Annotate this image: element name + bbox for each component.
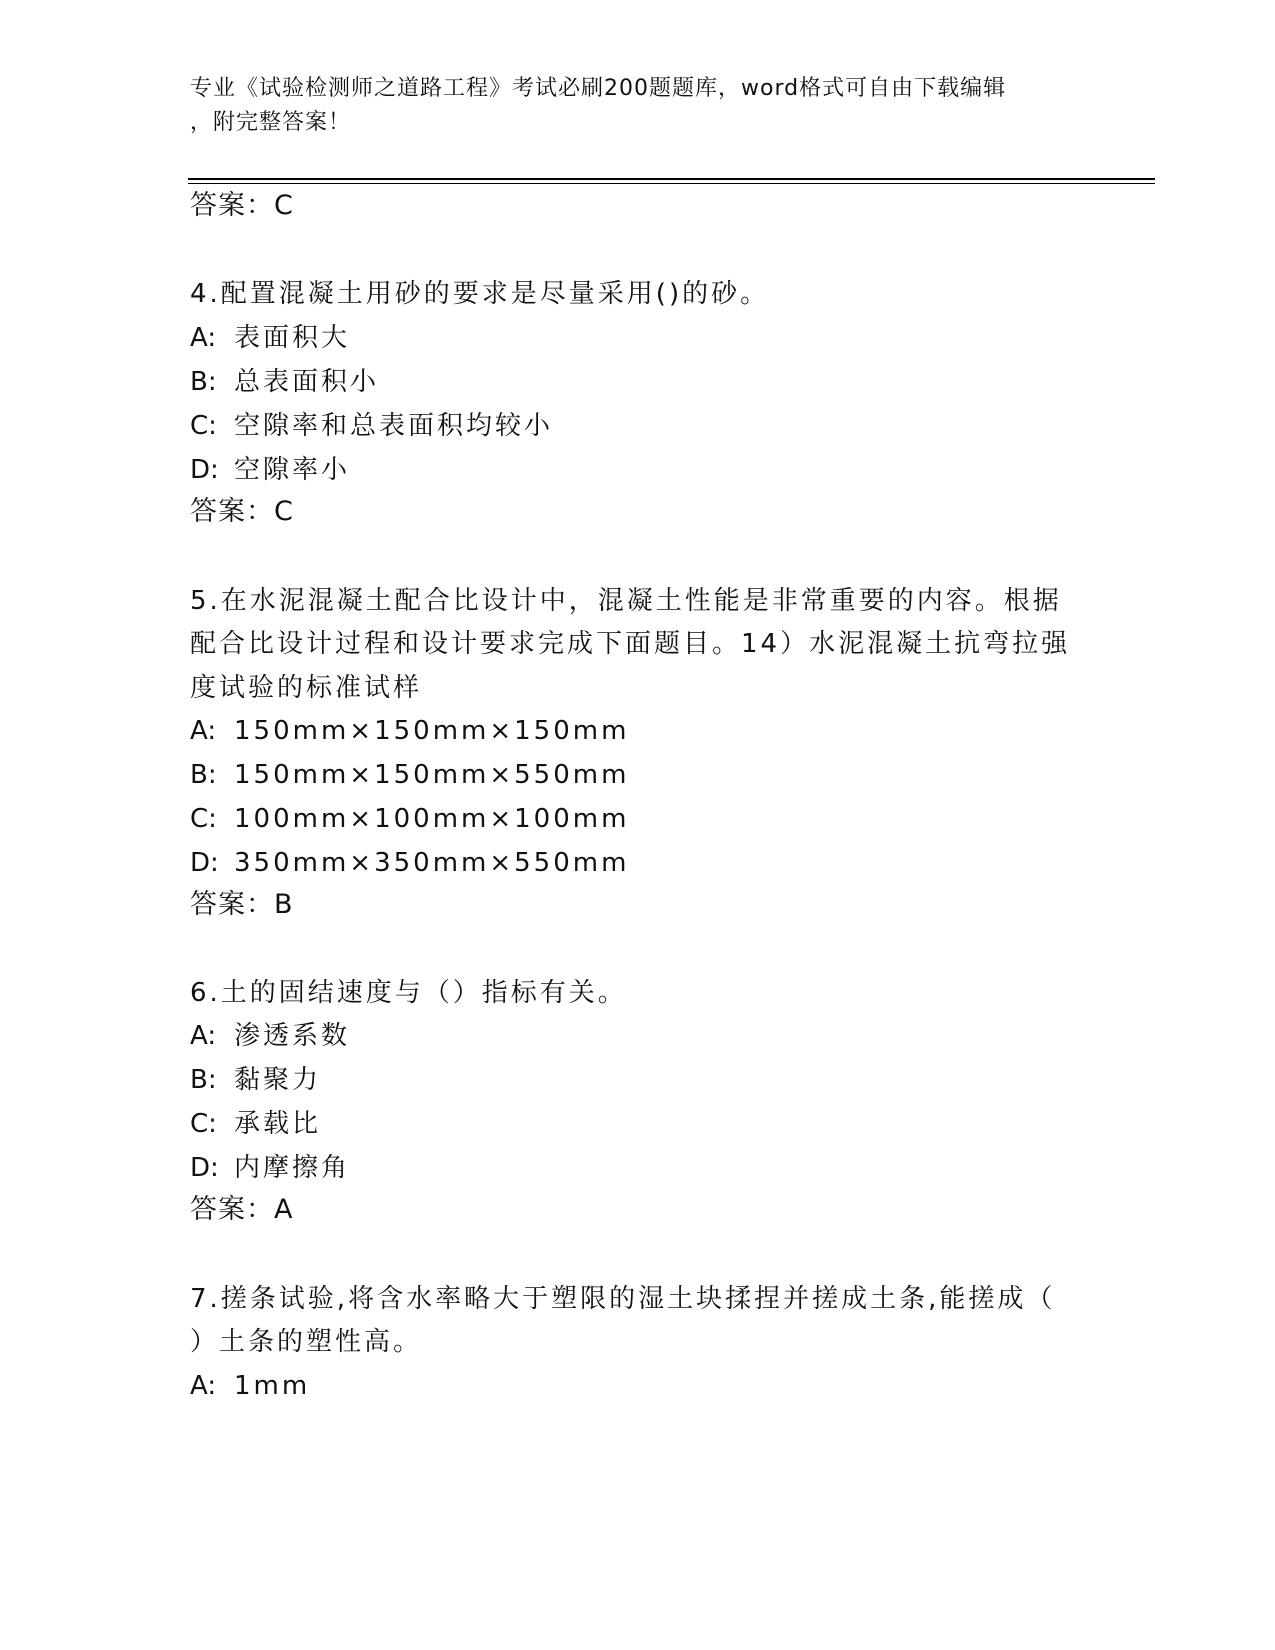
option-text: 总表面积小 — [234, 367, 380, 397]
question-6-stem: 6.土的固结速度与（）指标有关。 — [190, 978, 627, 1008]
option-text: 空隙率和总表面积均较小 — [234, 411, 554, 441]
question-6-option-d — [190, 1152, 350, 1184]
answer-q6: 答案：A — [190, 1194, 294, 1225]
question-5-option-c — [190, 803, 629, 835]
option-text: 表面积大 — [234, 323, 351, 353]
option-key: D: — [190, 1153, 219, 1183]
question-7-stem-line-2: ）土条的塑性高。 — [190, 1327, 423, 1357]
question-7-stem-line-1: 7.搓条试验,将含水率略大于塑限的湿土块揉捏并搓成土条,能搓成（ — [190, 1284, 1056, 1314]
question-5-stem-line-3: 度试验的标准试样 — [190, 673, 423, 703]
question-5-stem-line-1: 5.在水泥混凝土配合比设计中，混凝土性能是非常重要的内容。根据 — [190, 586, 1062, 616]
option-key: D: — [190, 455, 219, 485]
option-text: 空隙率小 — [234, 455, 351, 485]
option-key: A: — [190, 1021, 217, 1051]
question-4-stem: 4.配置混凝土用砂的要求是尽量采用()的砂。 — [190, 279, 770, 309]
header-rule-thin — [188, 183, 1155, 184]
answer-q4: 答案：C — [190, 496, 294, 527]
option-key: C: — [190, 804, 217, 834]
question-5-option-d — [190, 847, 629, 879]
question-6-option-a — [190, 1020, 350, 1052]
option-key: C: — [190, 411, 217, 441]
option-key: A: — [190, 323, 217, 353]
question-5-option-b — [190, 759, 629, 791]
question-4-option-c — [190, 410, 553, 442]
question-4-option-d — [190, 454, 350, 486]
option-text: 渗透系数 — [234, 1021, 351, 1051]
option-text: 内摩擦角 — [234, 1153, 351, 1183]
option-text: 150mm×150mm×150mm — [234, 716, 630, 746]
option-text: 150mm×150mm×550mm — [234, 760, 630, 790]
header-line-2: ，附完整答案！ — [190, 110, 352, 135]
option-text: 黏聚力 — [234, 1065, 322, 1095]
question-5-option-a — [190, 715, 629, 747]
page-header — [190, 72, 1090, 140]
option-key: B: — [190, 760, 217, 790]
option-key: B: — [190, 1065, 217, 1095]
option-key: D: — [190, 848, 219, 878]
option-key: A: — [190, 1371, 217, 1401]
header-rule-thick — [188, 178, 1155, 180]
question-5-stem-line-2: 配合比设计过程和设计要求完成下面题目。14）水泥混凝土抗弯拉强 — [190, 629, 1071, 659]
option-text: 350mm×350mm×550mm — [234, 848, 630, 878]
option-key: B: — [190, 367, 217, 397]
answer-q3: 答案：C — [190, 190, 294, 221]
question-6-option-b — [190, 1064, 321, 1096]
answer-q5: 答案：B — [190, 889, 294, 920]
question-4-option-b — [190, 366, 379, 398]
option-text: 承载比 — [234, 1109, 322, 1139]
question-6-option-c — [190, 1108, 321, 1140]
option-text: 1mm — [234, 1371, 311, 1401]
header-line-1: 专业《试验检测师之道路工程》考试必刷200题题库，word格式可自由下载编辑 — [190, 76, 1007, 101]
question-4-option-a — [190, 322, 350, 354]
option-key: A: — [190, 716, 217, 746]
question-7-option-a — [190, 1370, 310, 1402]
option-text: 100mm×100mm×100mm — [234, 804, 630, 834]
option-key: C: — [190, 1109, 217, 1139]
